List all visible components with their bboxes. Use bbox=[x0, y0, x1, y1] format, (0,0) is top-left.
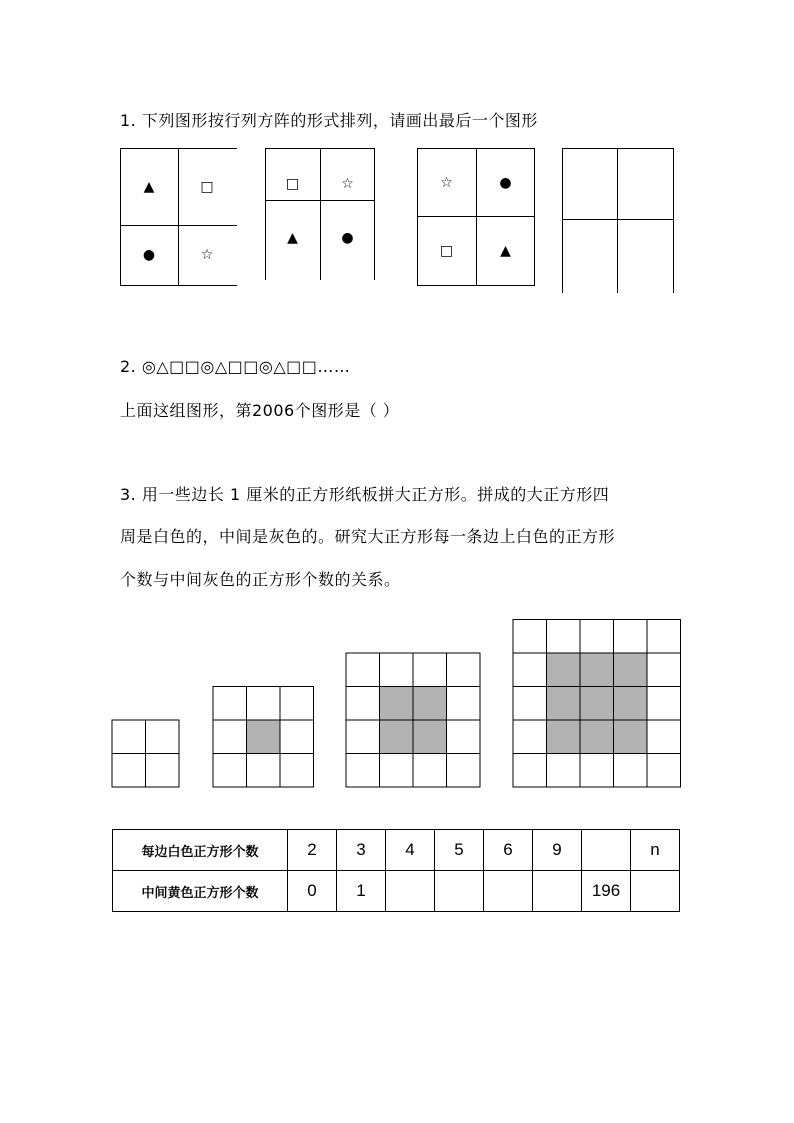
white-square bbox=[280, 754, 314, 788]
gray-square bbox=[547, 687, 581, 721]
table-cell: 4 bbox=[386, 830, 435, 871]
question-1-text: 1. 下列图形按行列方阵的形式排列，请画出最后一个图形 bbox=[120, 111, 538, 130]
white-square bbox=[413, 653, 447, 687]
table-cell: 196 bbox=[582, 871, 631, 912]
table-cell: 1 bbox=[337, 871, 386, 912]
square-shape: □ bbox=[285, 176, 300, 192]
white-square bbox=[146, 720, 180, 754]
white-square bbox=[447, 720, 481, 754]
white-square bbox=[614, 754, 648, 788]
table-cell[interactable] bbox=[582, 830, 631, 871]
white-square bbox=[547, 620, 581, 654]
question-3-line-3: 个数与中间灰色的正方形个数的关系。 bbox=[120, 570, 401, 589]
table-cell[interactable] bbox=[484, 871, 533, 912]
white-square bbox=[280, 687, 314, 721]
white-square bbox=[447, 653, 481, 687]
table-cell: 0 bbox=[288, 871, 337, 912]
white-square bbox=[380, 754, 414, 788]
white-square bbox=[247, 687, 281, 721]
gray-square bbox=[413, 687, 447, 721]
gray-square bbox=[614, 720, 648, 754]
table-row bbox=[113, 830, 680, 871]
white-square bbox=[346, 754, 380, 788]
triangle-shape: ▲ bbox=[287, 229, 298, 246]
table-cell: n bbox=[631, 830, 680, 871]
square-shape: □ bbox=[200, 178, 214, 195]
white-square bbox=[146, 754, 180, 788]
white-square bbox=[647, 687, 681, 721]
star-shape: ☆ bbox=[341, 176, 354, 192]
white-square bbox=[112, 754, 146, 788]
circle-shape: ● bbox=[341, 229, 354, 246]
white-square bbox=[513, 687, 547, 721]
table-cell: 3 bbox=[337, 830, 386, 871]
white-square bbox=[547, 754, 581, 788]
triangle-shape: ▲ bbox=[500, 243, 511, 259]
big-square-5 bbox=[513, 620, 681, 788]
question-2-sequence: 2. ◎△□□◎△□□◎△□□…… bbox=[120, 357, 351, 376]
gray-square bbox=[380, 720, 414, 754]
white-square bbox=[647, 653, 681, 687]
question-3-line-1: 3. 用一些边长 1 厘米的正方形纸板拼大正方形。拼成的大正方形四 bbox=[120, 485, 610, 504]
white-square bbox=[447, 687, 481, 721]
white-square bbox=[580, 754, 614, 788]
table-cell: 5 bbox=[435, 830, 484, 871]
gray-square bbox=[580, 720, 614, 754]
white-square bbox=[213, 720, 247, 754]
row-2-label: 中间黄色正方形个数 bbox=[113, 871, 288, 912]
star-shape: ☆ bbox=[200, 247, 214, 263]
row-1-label: 每边白色正方形个数 bbox=[113, 830, 288, 871]
gray-square bbox=[547, 653, 581, 687]
table-cell[interactable] bbox=[435, 871, 484, 912]
gray-square bbox=[380, 687, 414, 721]
square-shape: □ bbox=[439, 243, 454, 259]
white-square bbox=[580, 620, 614, 654]
white-square bbox=[380, 653, 414, 687]
data-table bbox=[112, 829, 680, 912]
big-square-3 bbox=[213, 687, 314, 788]
white-square bbox=[346, 720, 380, 754]
white-square bbox=[213, 754, 247, 788]
table-row bbox=[113, 871, 680, 912]
star-shape: ☆ bbox=[440, 175, 453, 191]
big-square-4 bbox=[346, 653, 480, 787]
white-square bbox=[447, 754, 481, 788]
circle-shape: ● bbox=[499, 175, 512, 191]
table-cell[interactable] bbox=[386, 871, 435, 912]
table-cell: 2 bbox=[288, 830, 337, 871]
gray-square bbox=[413, 720, 447, 754]
table-cell: 9 bbox=[533, 830, 582, 871]
white-square bbox=[513, 620, 547, 654]
white-square bbox=[346, 653, 380, 687]
gray-square bbox=[547, 720, 581, 754]
question-3-line-2: 周是白色的，中间是灰色的。研究大正方形每一条边上白色的正方形 bbox=[120, 527, 616, 546]
white-square bbox=[513, 720, 547, 754]
gray-square bbox=[247, 720, 281, 754]
gray-square bbox=[614, 687, 648, 721]
white-square bbox=[647, 620, 681, 654]
white-square bbox=[513, 653, 547, 687]
gray-square bbox=[580, 687, 614, 721]
table-cell: 6 bbox=[484, 830, 533, 871]
triangle-shape: ▲ bbox=[143, 178, 155, 195]
white-square bbox=[112, 720, 146, 754]
question-2-text: 上面这组图形，第2006个图形是（ ） bbox=[120, 401, 400, 420]
gray-square bbox=[614, 653, 648, 687]
big-square-2 bbox=[112, 720, 179, 787]
table-cell[interactable] bbox=[631, 871, 680, 912]
table-cell[interactable] bbox=[533, 871, 582, 912]
white-square bbox=[647, 720, 681, 754]
white-square bbox=[346, 687, 380, 721]
white-square bbox=[647, 754, 681, 788]
white-square bbox=[247, 754, 281, 788]
white-square bbox=[513, 754, 547, 788]
white-square bbox=[614, 620, 648, 654]
white-square bbox=[413, 754, 447, 788]
white-square bbox=[280, 720, 314, 754]
circle-shape: ● bbox=[142, 247, 156, 263]
gray-square bbox=[580, 653, 614, 687]
white-square bbox=[213, 687, 247, 721]
